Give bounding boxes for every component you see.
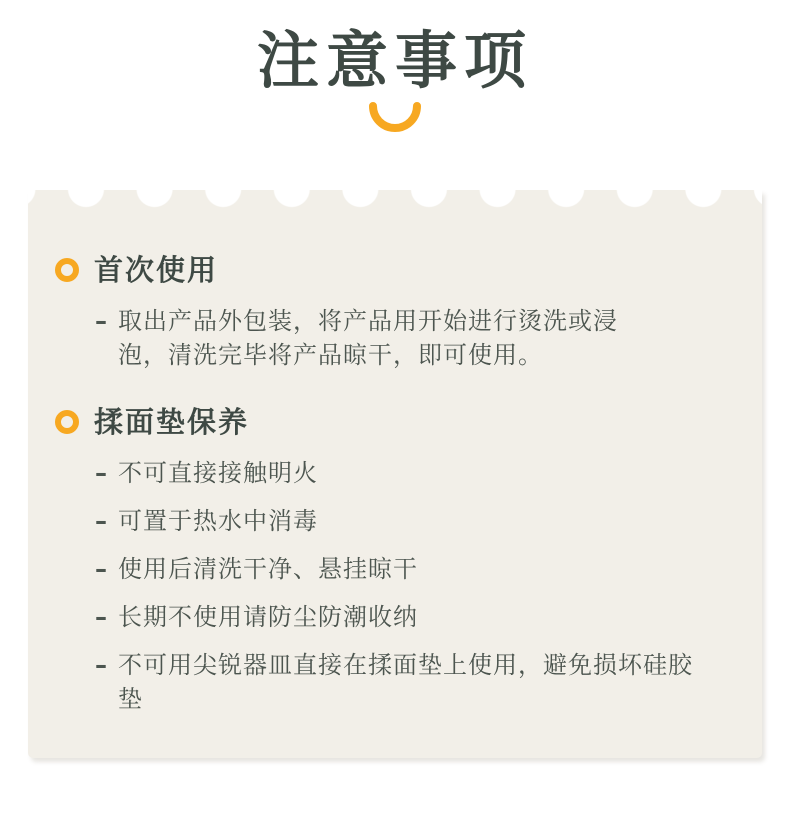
section-header — [55, 402, 706, 442]
note-item — [95, 552, 706, 586]
note-item — [95, 456, 706, 490]
section-heading: 首次使用 — [94, 253, 219, 288]
section-heading: 揉面垫保养 — [94, 405, 250, 440]
note-item-text: 可置于热水中消毒 — [118, 507, 318, 536]
note-item-list — [55, 304, 706, 372]
section-header — [55, 250, 706, 290]
page-header — [0, 0, 790, 135]
scallop-edge — [28, 189, 762, 209]
sections-container — [55, 250, 706, 716]
note-item-list — [55, 456, 706, 716]
note-item — [95, 504, 706, 538]
smile-icon — [367, 101, 423, 135]
dash-bullet-icon: – — [95, 555, 107, 584]
dash-bullet-icon: – — [95, 507, 107, 536]
note-item-text: 使用后清洗干净、悬挂晾干 — [118, 555, 418, 584]
note-item-text: 取出产品外包装，将产品用开始进行烫洗或浸泡，清洗完毕将产品晾干，即可使用。 — [118, 307, 618, 370]
notice-card — [28, 190, 762, 758]
note-section — [55, 402, 706, 716]
note-item-text: 不可用尖锐器皿直接在揉面垫上使用，避免损坏硅胶垫 — [118, 651, 693, 714]
dash-bullet-icon: – — [95, 307, 107, 336]
note-section — [55, 250, 706, 372]
page-title: 注意事项 — [256, 24, 533, 97]
ring-bullet-icon — [55, 258, 79, 282]
dash-bullet-icon: – — [95, 651, 107, 680]
note-item — [95, 648, 706, 716]
note-item-text: 不可直接接触明火 — [118, 459, 318, 488]
dash-bullet-icon: – — [95, 459, 107, 488]
note-item-text: 长期不使用请防尘防潮收纳 — [118, 603, 418, 632]
note-item — [95, 304, 706, 372]
ring-bullet-icon — [55, 410, 79, 434]
note-item — [95, 600, 706, 634]
dash-bullet-icon: – — [95, 603, 107, 632]
